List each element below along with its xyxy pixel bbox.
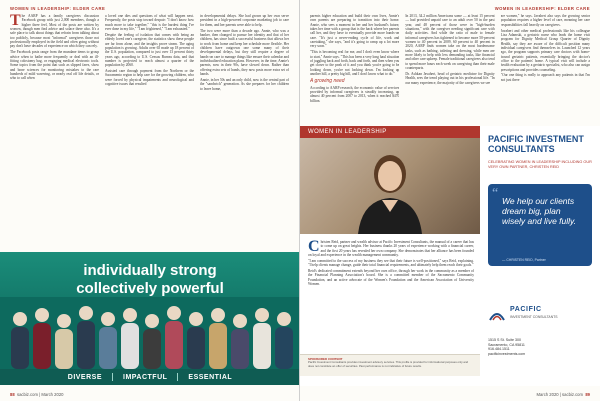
- profile-body: [308, 240, 474, 288]
- drop-cap: C: [308, 240, 320, 255]
- profile-sidebar: [480, 126, 600, 386]
- contact-phone[interactable]: 916.484.1511: [488, 347, 510, 352]
- drop-cap: T: [10, 14, 21, 29]
- logo-name: PACIFIC: [510, 306, 542, 313]
- subheading: A growing need: [310, 78, 345, 85]
- article-paragraph: Assisted care through payment from the Northern or the Sacramento region to help care for the growing children, who were forced by physical impairments and neurological and cognitive issues that resulted: [105, 69, 194, 87]
- article-paragraph: In 2013, 34.2 million Americans some — at least 15 percent — had provided unpaid care to an adult over 50 in the past year, and 48 percent of those were in "high-burden situations," with the caregiver needing significant care with daily activities. And while the ratio of male to female informal caregivers has tightened to become more 50-percent women to 40 percent in 2009, 60 percent to 40 percent in 2020, AARP finds women take on the most burdensome tasks, such as bathing, toileting and dressing, while men are more likely to help with less demanding tasks, like financial and other care upkeep. Female traditional caregivers also tend to spend more hours each week on caregiving than their male counterparts.: [405, 14, 495, 71]
- article-column-2: [405, 14, 494, 124]
- article-column-1: [310, 14, 399, 124]
- section-header: WOMEN IN LEADERSHIP: ELDER CARE: [10, 6, 106, 11]
- article-paragraph: The AARP has a family caregivers discussion Facebook group with just 2,000 members, though a higher three feel, Most of the posts are written by women, though men find advice and solace there also. It's a safe place to talk about things that refrain from talking about too publicly, because most "informal" caregivers those not professionally employed in the field and often going without pay don't have decades of experience on which they can rely.: [10, 14, 99, 49]
- article-paragraph: a loved one dies and questions of what will happen next. Frequently, the posts stop toward despair: "I don't know how much more to take together," "this is the hardest thing I've ever done in my life," "I am frightened," "I am exhausted.": [105, 14, 194, 32]
- article-paragraph: Dr. Ashkan Javaheri, head of geriatric medicine for Dignity Health, sees the trend playing out in his professional life. "In our many experience, the majority of the caregivers we see: [405, 71, 495, 85]
- article-paragraph: Javaheri and other medical professionals like his colleague Lisa Adamski, a geriatric nurse who leads the home visit program for Dignity Medical Group Quarter of Dignity Health, say they are aware of the difficult position many individual caregivers find themselves in. Launched 12 years ago, the program supports primary care doctors with home-bound geriatric patients, essentially bringing the doctor's office to the patients' home. A typical visit will include a health evaluation by a geriatric specialist, who also can assign prescriptions and provides counseling.: [500, 28, 590, 72]
- page-number: 88: [10, 392, 15, 397]
- article-paragraph: are women," he says. Javaheri also says the growing senior population requires a higher level of care, meaning her care responsibilities fall heavily on caregivers.: [500, 14, 590, 27]
- quote-mark-icon: “: [492, 186, 499, 201]
- crowd-photo-icon: [0, 297, 300, 369]
- sponsor-text: Pacific Investment Consultants provides investment advisory services. This profile is provided for informational purposes only and does not constitute an offer of securities. Past performance is not indicative of future results.: [308, 360, 469, 368]
- profile-text: [308, 240, 474, 288]
- quote-text: We help our clients dream big, plan wisely and live fully.: [502, 196, 577, 226]
- profile-paragraph: Reid's dedicated commitment extends beyond her own office, through her work in the community as a member of the Financial Planning Association's board. She is a committed member of the Sacramento Community Foundation, and an active advocate of the Women's Foundation and the American Association of University Women.: [308, 269, 474, 287]
- company-title: PACIFIC INVESTMENT CONSULTANTS: [488, 134, 584, 154]
- sponsored-profile: [300, 126, 600, 386]
- article-column-3: [501, 14, 590, 124]
- quote-bubble: [488, 184, 592, 266]
- advertisement[interactable]: [0, 252, 300, 385]
- contact-line: Sacramento, CA 95811: [488, 342, 525, 347]
- article-paragraph: Despite the feeling of isolation that comes with being an elderly loved one's caregiver, the statistics show these people are far from alone, and the insights prove steam. The aging population is growing. Adults over 65 made up 18 percent of the U.S. population, compared to just over 13 percent thirty years ago, according to U.S. Census Bureau data, and that number is projected to reach almost a quarter of the population by 2060.: [105, 32, 194, 68]
- article-column-2: [105, 14, 194, 250]
- article-columns: [310, 14, 590, 124]
- article-paragraph: The Facebook posts range from the mundane items to group advice when to bathe more frequently or deal with an ill-fitting colostomy bag, or engaging medical electronic tools. Some topics from the point that such as slipped fares, show and bone sciences for monitoring mistakes to the rare hundreds of mild wavering, or nearly real off life details, or who to call when: [10, 50, 99, 81]
- ad-headline-1: individually strong: [83, 262, 217, 279]
- issue-date: March 2020: [536, 392, 559, 397]
- article-column-3: [200, 14, 289, 250]
- right-page: [300, 0, 600, 401]
- issue-date: March 2020: [41, 392, 64, 397]
- contact-website[interactable]: pacificinvestments.com: [488, 351, 526, 356]
- company-subtitle: CELEBRATING WOMEN IN LEADERSHIP INCLUDING OUR VERY OWN PARTNER, CHRISTEN REID: [488, 160, 592, 169]
- profile-paragraph: "I am committed to the success of my business they see that their future is well-positioned," says Reid, explaining. "I help clients manage change, guide their total financial requirements, and ultimately help them reach their goals.": [308, 258, 474, 268]
- quote-attribution: — CHRISTEN REID, Partner: [502, 258, 546, 262]
- article-paragraph: "Our one thing is really to approach any patients in that I'm not just there: [500, 73, 590, 82]
- article-paragraph: According to AARP research, the economic value of services provided by informal caregivers is steadily increasing, up almost 40 percent from 2007 to 2013, when it reached $470 billion.: [310, 85, 400, 103]
- sponsor-disclaimer: [300, 354, 480, 376]
- article-paragraph: in developmental delays. She had grown up her own serve president in a high-powered corporate marketing job to care for them, and her parents were able to help.: [200, 14, 289, 27]
- article-paragraph: "This is becoming real for me, and I don't even know where to start," Annie says. "This has been a very long haul situation of juggling back and forth, back and forth, and then when you get closer to the peak of it and you think you're going to be looking down, you're not looking down. I'm looking up another hill, a pretty big hill, and I don't know what to do.": [310, 50, 400, 76]
- page-number: 89: [585, 392, 590, 397]
- profile-banner: WOMEN IN LEADERSHIP: [300, 126, 480, 138]
- company-logo[interactable]: [488, 302, 592, 330]
- page-footer: March 2020 | sacbiz.com 89: [536, 392, 590, 397]
- contact-info: [488, 338, 592, 356]
- article-columns: [10, 14, 289, 250]
- section-header: WOMEN IN LEADERSHIP: ELDER CARE: [494, 6, 590, 11]
- page-footer: 88 sacbiz.com | March 2020: [10, 392, 64, 397]
- sponsor-heading: SPONSORED CONTENT: [308, 357, 343, 361]
- article-paragraph: parents higher education and build their own lives, Annie's own parents are preparing to transition into their home. Annie, who sees a moment in her and her husband's future, takes her time with a group that is the back where her parents call her, and they have to eventually provide more hands-on care. "It's just a never-ending cycle of life, work and caretaking," she says, "and it's going to ramp up a lot more very soon.": [310, 14, 400, 49]
- ad-word: IMPACTFUL: [123, 373, 168, 381]
- contact-line: 1515 S St. Suite 300: [488, 338, 521, 342]
- ad-divider: [112, 373, 113, 381]
- ad-divider: [177, 373, 178, 381]
- article-paragraph: Annie, in her 50s and an only child, now is the central part of the "sandwich" generation. As she prepares for her children to leave home,: [200, 77, 289, 91]
- article-paragraph: The two were more than a decade ago. Annie, who was a banker, then changed to pursue her identity and that of her children, has since built a successful business that allows her to work from home and keep her schedule more flexible. Her children have outgrown one some many of their developmental delays, but they still require a degree of hands-on care to manage things like ensure their calendar and individualized education plans. However, in the time, Annie's parents, now in their 90s, have slowed down. Rather than offering extra sets of hands, they now posts more extra set of hands.: [200, 28, 289, 76]
- ad-word: DIVERSE: [67, 373, 102, 381]
- ad-headline-2: collectively powerful: [76, 280, 224, 297]
- logo-mark-icon: [488, 306, 506, 324]
- ad-tagline-bar: [0, 369, 300, 385]
- profile-paragraph: Christen Reid, partner and wealth advisor at Pacific Investment Consultants, the manual of a career that has to come up on great heights. Her business thanks 20 years of experience working with a financial career, and the first 20 years has revealed her own company. She demonstrates that her alliance has been founded on loyal and experience in the wealth management community.: [308, 240, 474, 258]
- site-link[interactable]: sacbiz.com: [17, 392, 38, 397]
- profile-photo: [300, 138, 480, 234]
- article-column-1: [10, 14, 99, 250]
- ad-word: ESSENTIAL: [188, 373, 233, 381]
- site-link[interactable]: sacbiz.com: [562, 392, 583, 397]
- portrait-icon: [352, 148, 428, 234]
- logo-tagline: INVESTMENT CONSULTANTS: [510, 315, 558, 319]
